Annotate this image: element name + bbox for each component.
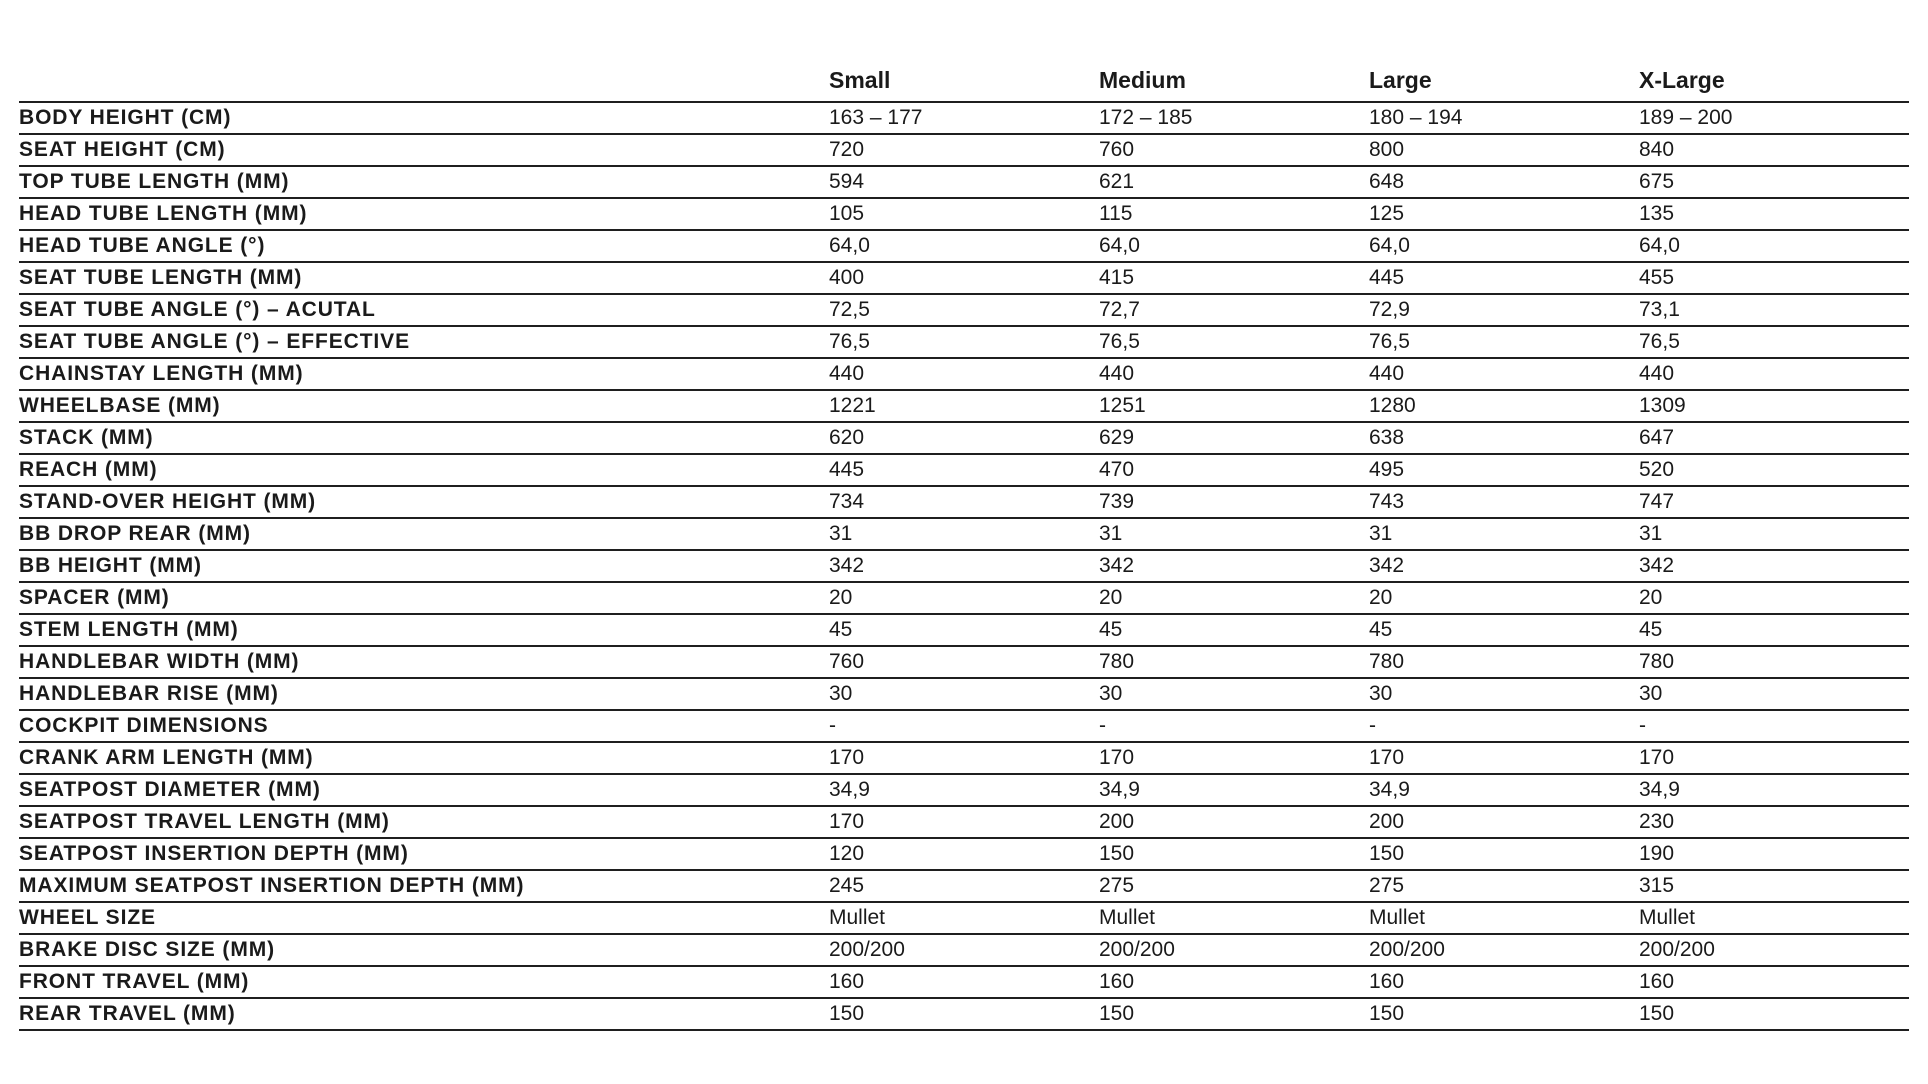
row-label: SPACER (MM) xyxy=(19,582,829,614)
header-row xyxy=(19,60,1909,102)
row-label: WHEEL SIZE xyxy=(19,902,829,934)
cell-large: 45 xyxy=(1369,614,1639,646)
cell-medium: 170 xyxy=(1099,742,1369,774)
row-label: SEAT TUBE LENGTH (MM) xyxy=(19,262,829,294)
cell-medium: 160 xyxy=(1099,966,1369,998)
cell-medium: 45 xyxy=(1099,614,1369,646)
table-row xyxy=(19,678,1909,710)
row-label: SEATPOST DIAMETER (MM) xyxy=(19,774,829,806)
row-label: STACK (MM) xyxy=(19,422,829,454)
cell-large: 1280 xyxy=(1369,390,1639,422)
table-row xyxy=(19,774,1909,806)
cell-large: 34,9 xyxy=(1369,774,1639,806)
row-label: HANDLEBAR WIDTH (MM) xyxy=(19,646,829,678)
table-row xyxy=(19,198,1909,230)
cell-x-large: 150 xyxy=(1639,998,1909,1030)
geometry-sheet xyxy=(19,60,1909,1031)
row-label: MAXIMUM SEATPOST INSERTION DEPTH (MM) xyxy=(19,870,829,902)
header-x-large: X-Large xyxy=(1639,60,1909,102)
cell-large: 342 xyxy=(1369,550,1639,582)
cell-medium: 342 xyxy=(1099,550,1369,582)
cell-medium: 34,9 xyxy=(1099,774,1369,806)
cell-x-large: 189 – 200 xyxy=(1639,102,1909,134)
cell-medium: 20 xyxy=(1099,582,1369,614)
row-label: HEAD TUBE LENGTH (MM) xyxy=(19,198,829,230)
cell-small: 720 xyxy=(829,134,1099,166)
cell-medium: 200 xyxy=(1099,806,1369,838)
cell-large: 445 xyxy=(1369,262,1639,294)
row-label: WHEELBASE (MM) xyxy=(19,390,829,422)
cell-small: 760 xyxy=(829,646,1099,678)
cell-medium: - xyxy=(1099,710,1369,742)
cell-small: 163 – 177 xyxy=(829,102,1099,134)
table-row xyxy=(19,966,1909,998)
cell-small: 150 xyxy=(829,998,1099,1030)
cell-medium: 115 xyxy=(1099,198,1369,230)
cell-small: 120 xyxy=(829,838,1099,870)
cell-large: 72,9 xyxy=(1369,294,1639,326)
cell-medium: 30 xyxy=(1099,678,1369,710)
table-row xyxy=(19,326,1909,358)
header-small: Small xyxy=(829,60,1099,102)
cell-large: 150 xyxy=(1369,998,1639,1030)
cell-medium: 64,0 xyxy=(1099,230,1369,262)
cell-medium: 415 xyxy=(1099,262,1369,294)
cell-x-large: 647 xyxy=(1639,422,1909,454)
cell-large: 30 xyxy=(1369,678,1639,710)
cell-x-large: 31 xyxy=(1639,518,1909,550)
table-row xyxy=(19,134,1909,166)
table-row xyxy=(19,550,1909,582)
cell-x-large: 190 xyxy=(1639,838,1909,870)
cell-small: 445 xyxy=(829,454,1099,486)
cell-large: 743 xyxy=(1369,486,1639,518)
table-row xyxy=(19,518,1909,550)
cell-small: 45 xyxy=(829,614,1099,646)
cell-large: 20 xyxy=(1369,582,1639,614)
cell-x-large: 315 xyxy=(1639,870,1909,902)
row-label: HEAD TUBE ANGLE (°) xyxy=(19,230,829,262)
row-label: BB DROP REAR (MM) xyxy=(19,518,829,550)
table-row xyxy=(19,838,1909,870)
cell-medium: 739 xyxy=(1099,486,1369,518)
row-label: TOP TUBE LENGTH (MM) xyxy=(19,166,829,198)
table-row xyxy=(19,934,1909,966)
row-label: SEATPOST TRAVEL LENGTH (MM) xyxy=(19,806,829,838)
cell-small: 72,5 xyxy=(829,294,1099,326)
table-row xyxy=(19,230,1909,262)
cell-x-large: 200/200 xyxy=(1639,934,1909,966)
cell-x-large: 520 xyxy=(1639,454,1909,486)
cell-medium: 470 xyxy=(1099,454,1369,486)
row-label: BODY HEIGHT (CM) xyxy=(19,102,829,134)
cell-x-large: 34,9 xyxy=(1639,774,1909,806)
cell-small: 31 xyxy=(829,518,1099,550)
cell-x-large: 45 xyxy=(1639,614,1909,646)
cell-small: 170 xyxy=(829,742,1099,774)
header-large: Large xyxy=(1369,60,1639,102)
cell-medium: 629 xyxy=(1099,422,1369,454)
cell-large: - xyxy=(1369,710,1639,742)
cell-small: 160 xyxy=(829,966,1099,998)
cell-large: 180 – 194 xyxy=(1369,102,1639,134)
cell-x-large: 160 xyxy=(1639,966,1909,998)
header-medium: Medium xyxy=(1099,60,1369,102)
cell-large: Mullet xyxy=(1369,902,1639,934)
table-row xyxy=(19,902,1909,934)
cell-medium: 76,5 xyxy=(1099,326,1369,358)
row-label: STEM LENGTH (MM) xyxy=(19,614,829,646)
table-row xyxy=(19,262,1909,294)
cell-x-large: 76,5 xyxy=(1639,326,1909,358)
cell-x-large: Mullet xyxy=(1639,902,1909,934)
row-label: FRONT TRAVEL (MM) xyxy=(19,966,829,998)
row-label: REACH (MM) xyxy=(19,454,829,486)
cell-small: 64,0 xyxy=(829,230,1099,262)
row-label: SEAT TUBE ANGLE (°) – EFFECTIVE xyxy=(19,326,829,358)
cell-large: 125 xyxy=(1369,198,1639,230)
cell-small: Mullet xyxy=(829,902,1099,934)
cell-x-large: 840 xyxy=(1639,134,1909,166)
row-label: REAR TRAVEL (MM) xyxy=(19,998,829,1030)
cell-medium: 150 xyxy=(1099,838,1369,870)
cell-x-large: 675 xyxy=(1639,166,1909,198)
header-label-column xyxy=(19,60,829,102)
row-label: CRANK ARM LENGTH (MM) xyxy=(19,742,829,774)
cell-x-large: 30 xyxy=(1639,678,1909,710)
table-row xyxy=(19,390,1909,422)
cell-small: 440 xyxy=(829,358,1099,390)
table-row xyxy=(19,294,1909,326)
cell-large: 800 xyxy=(1369,134,1639,166)
row-label: SEATPOST INSERTION DEPTH (MM) xyxy=(19,838,829,870)
cell-large: 275 xyxy=(1369,870,1639,902)
table-row xyxy=(19,614,1909,646)
table-row xyxy=(19,998,1909,1030)
row-label: STAND-OVER HEIGHT (MM) xyxy=(19,486,829,518)
table-row xyxy=(19,710,1909,742)
cell-large: 495 xyxy=(1369,454,1639,486)
cell-small: 734 xyxy=(829,486,1099,518)
table-row xyxy=(19,646,1909,678)
cell-large: 638 xyxy=(1369,422,1639,454)
table-row xyxy=(19,806,1909,838)
table-row xyxy=(19,582,1909,614)
cell-x-large: 64,0 xyxy=(1639,230,1909,262)
table-row xyxy=(19,870,1909,902)
cell-small: 20 xyxy=(829,582,1099,614)
cell-small: 1221 xyxy=(829,390,1099,422)
cell-large: 440 xyxy=(1369,358,1639,390)
table-row xyxy=(19,166,1909,198)
cell-small: 342 xyxy=(829,550,1099,582)
cell-x-large: 73,1 xyxy=(1639,294,1909,326)
cell-x-large: 230 xyxy=(1639,806,1909,838)
row-label: SEAT HEIGHT (CM) xyxy=(19,134,829,166)
cell-small: 30 xyxy=(829,678,1099,710)
cell-x-large: 1309 xyxy=(1639,390,1909,422)
cell-large: 31 xyxy=(1369,518,1639,550)
cell-medium: 440 xyxy=(1099,358,1369,390)
cell-medium: 172 – 185 xyxy=(1099,102,1369,134)
cell-small: 620 xyxy=(829,422,1099,454)
cell-small: 245 xyxy=(829,870,1099,902)
table-row xyxy=(19,486,1909,518)
row-label: COCKPIT DIMENSIONS xyxy=(19,710,829,742)
cell-small: 34,9 xyxy=(829,774,1099,806)
cell-small: 170 xyxy=(829,806,1099,838)
cell-x-large: 342 xyxy=(1639,550,1909,582)
cell-medium: Mullet xyxy=(1099,902,1369,934)
cell-x-large: 747 xyxy=(1639,486,1909,518)
cell-small: 594 xyxy=(829,166,1099,198)
cell-x-large: 170 xyxy=(1639,742,1909,774)
table-row xyxy=(19,422,1909,454)
cell-x-large: 135 xyxy=(1639,198,1909,230)
cell-medium: 1251 xyxy=(1099,390,1369,422)
cell-x-large: 780 xyxy=(1639,646,1909,678)
cell-large: 150 xyxy=(1369,838,1639,870)
cell-small: - xyxy=(829,710,1099,742)
geometry-table xyxy=(19,60,1909,1031)
cell-x-large: - xyxy=(1639,710,1909,742)
cell-small: 200/200 xyxy=(829,934,1099,966)
cell-small: 76,5 xyxy=(829,326,1099,358)
cell-medium: 780 xyxy=(1099,646,1369,678)
row-label: CHAINSTAY LENGTH (MM) xyxy=(19,358,829,390)
cell-medium: 150 xyxy=(1099,998,1369,1030)
cell-large: 200/200 xyxy=(1369,934,1639,966)
cell-small: 400 xyxy=(829,262,1099,294)
cell-large: 76,5 xyxy=(1369,326,1639,358)
cell-medium: 200/200 xyxy=(1099,934,1369,966)
row-label: SEAT TUBE ANGLE (°) – ACUTAL xyxy=(19,294,829,326)
cell-large: 648 xyxy=(1369,166,1639,198)
table-row xyxy=(19,358,1909,390)
cell-large: 160 xyxy=(1369,966,1639,998)
cell-medium: 72,7 xyxy=(1099,294,1369,326)
cell-small: 105 xyxy=(829,198,1099,230)
cell-medium: 760 xyxy=(1099,134,1369,166)
cell-medium: 621 xyxy=(1099,166,1369,198)
cell-large: 64,0 xyxy=(1369,230,1639,262)
table-row xyxy=(19,454,1909,486)
cell-large: 780 xyxy=(1369,646,1639,678)
row-label: BB HEIGHT (MM) xyxy=(19,550,829,582)
cell-x-large: 20 xyxy=(1639,582,1909,614)
cell-x-large: 440 xyxy=(1639,358,1909,390)
table-row xyxy=(19,102,1909,134)
table-row xyxy=(19,742,1909,774)
row-label: BRAKE DISC SIZE (MM) xyxy=(19,934,829,966)
cell-large: 200 xyxy=(1369,806,1639,838)
cell-medium: 31 xyxy=(1099,518,1369,550)
cell-large: 170 xyxy=(1369,742,1639,774)
geometry-table-body xyxy=(19,102,1909,1030)
cell-medium: 275 xyxy=(1099,870,1369,902)
cell-x-large: 455 xyxy=(1639,262,1909,294)
row-label: HANDLEBAR RISE (MM) xyxy=(19,678,829,710)
